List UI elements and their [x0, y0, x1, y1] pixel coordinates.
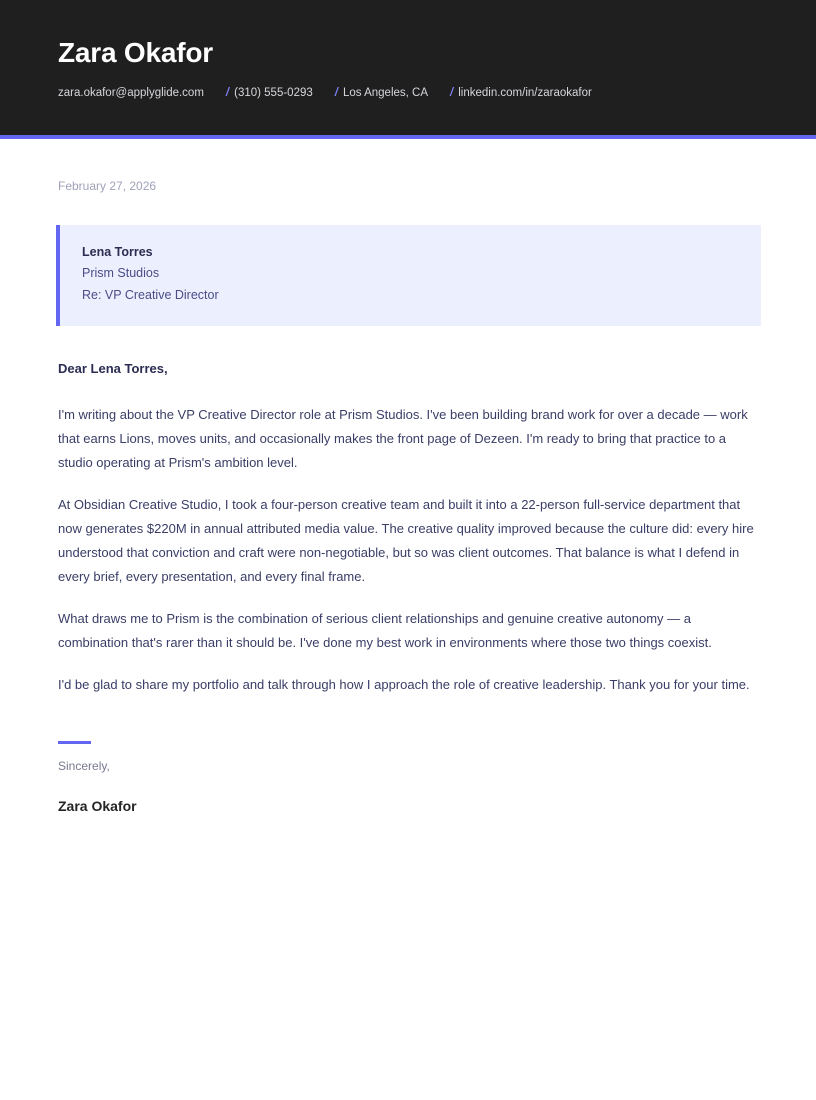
contact-email: zara.okafor@applyglide.com	[58, 86, 204, 99]
signature-closing: Sincerely,	[58, 759, 110, 774]
signature-divider	[58, 741, 91, 744]
recipient-name: Lena Torres	[82, 244, 153, 259]
letter-paragraph: At Obsidian Creative Studio, I took a four-person creative team and built it into a 22-person full-service department that now generates $220M in annual attributed media value. The creative quality improved because the culture did: every hire understood that conviction and craft were non-negotiable, but so was client outcomes. That balance is what I defend in every brief, every presentation, and every final frame.	[58, 497, 754, 585]
letter-paragraph: I'm writing about the VP Creative Director role at Prism Studios. I've been building brand work for over a decade — work that earns Lions, moves units, and occasionally makes the front page of Dezeen. I'm ready to bring that practice to a studio operating at Prism's ambition level.	[58, 407, 748, 471]
salutation: Dear Lena Torres,	[58, 361, 168, 377]
contact-separator-icon: /	[225, 86, 230, 99]
recipient-block	[56, 225, 761, 327]
signature-block	[58, 741, 761, 816]
letter-header	[0, 0, 816, 139]
contact-line	[58, 87, 758, 101]
contact-separator-icon: /	[334, 86, 338, 99]
contact-phone: (310) 555-0293	[234, 86, 313, 99]
letter-date: February 27, 2026	[58, 179, 157, 193]
letter-paragraph: What draws me to Prism is the combination of serious client relationships and genuine creative autonomy — a combination that's rarer than it should be. I've done my best work in environments where those two things coexist.	[58, 611, 712, 651]
sender-name: Zara Okafor	[58, 37, 213, 68]
contact-location: Los Angeles, CA	[342, 86, 429, 99]
signature-name: Zara Okafor	[58, 797, 137, 814]
contact-separator-icon: /	[450, 86, 454, 99]
letter-body	[0, 139, 816, 816]
recipient-company: Prism Studios	[82, 266, 160, 281]
letter-paragraph: I'd be glad to share my portfolio and talk through how I approach the role of creative leadership. Thank you for your time.	[58, 677, 750, 693]
contact-linkedin: linkedin.com/in/zaraokafor	[458, 86, 592, 99]
recipient-subject: Re: VP Creative Director	[82, 288, 219, 303]
